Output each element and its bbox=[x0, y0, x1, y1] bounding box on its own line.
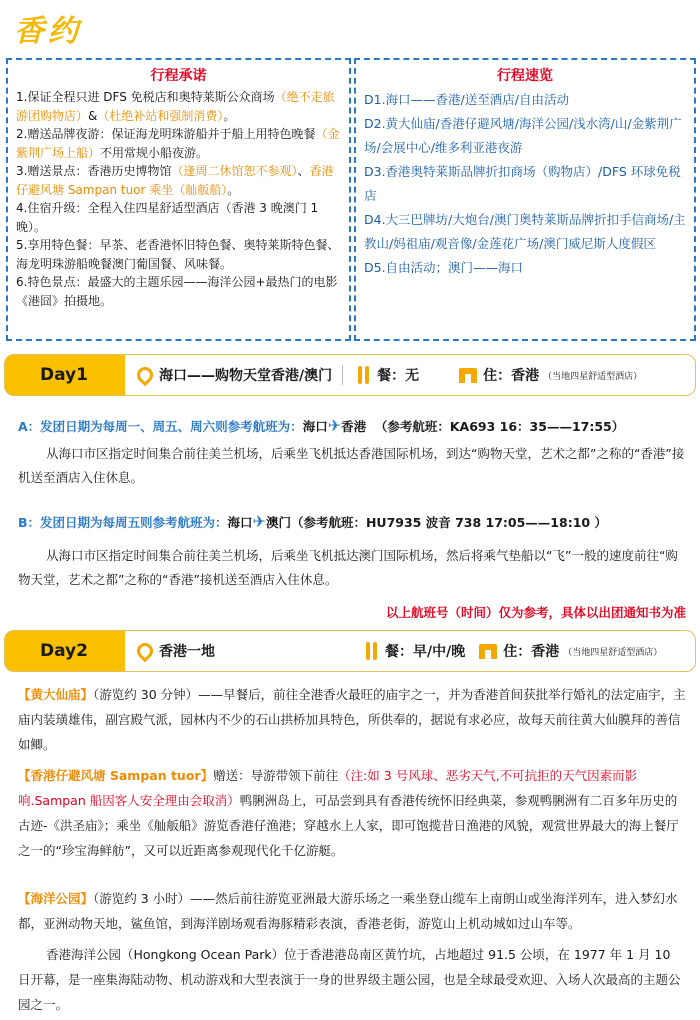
overview-title: 行程速览 bbox=[497, 68, 553, 84]
day2-stay-note: （当地四星舒适型酒店） bbox=[563, 647, 663, 658]
attraction-tag: 【海洋公园】 bbox=[18, 891, 94, 906]
fork-knife-icon bbox=[365, 642, 379, 660]
day2-meal-text: 餐：早/中/晚 bbox=[385, 644, 466, 660]
flight-to: 香港 bbox=[341, 419, 367, 434]
divider bbox=[342, 365, 343, 385]
overview-day: D1.海口——香港/送至酒店/自由活动 bbox=[364, 92, 569, 107]
overview-day: D3.香港奥特莱斯品牌折扣商场（购物店）/DFS 环球免税店 bbox=[364, 164, 681, 203]
attraction-desc: （游览约 30 分钟）——早餐后，前往全港香火最旺的庙宇之一，并为香港首间获批举行婚礼的法定庙宇，主庙内装璜雄伟，副宫殿气派，园林内不少的石山拱桥加具特色，所供奉的，据说有求必应，故每天前往黄大仙膜拜的善信如鲫。 bbox=[18, 687, 686, 752]
promise-item bbox=[16, 273, 341, 310]
day2-route bbox=[137, 641, 215, 661]
day1-meal-text: 餐：无 bbox=[377, 368, 420, 384]
plane-icon: ✈ bbox=[252, 512, 266, 531]
flight-info: （参考航班：HU7935 波音 738 17:05——18:10 ） bbox=[290, 515, 607, 530]
flight-from: 海口 bbox=[227, 515, 253, 530]
promise-text: 6.特色景点：最盛大的主题乐园——海洋公园+最热门的电影《港囧》拍摄地。 bbox=[16, 275, 338, 308]
promise-list bbox=[16, 88, 341, 310]
hotel-icon bbox=[459, 368, 477, 383]
option-a-label: A：发团日期为每周一、周五、周六则参考航班为： bbox=[18, 419, 303, 434]
promise-text: 3.赠送景点：香港历史博物馆 bbox=[16, 164, 172, 178]
page-title: 香约 bbox=[14, 14, 82, 49]
promise-text: 、 bbox=[297, 164, 310, 178]
day1-option-a bbox=[18, 416, 624, 435]
promise-text: 1.保证全程只进 DFS 免税店和奥特莱斯公众商场 bbox=[16, 90, 275, 104]
day1-option-b-desc: 从海口市区指定时间集合前往美兰机场，后乘坐飞机抵达澳门国际机场，然后将乘气垫船以“飞”一般的速度前往“购物天堂，艺术之都”之称的“香港”接机送至酒店入住休息。 bbox=[18, 548, 678, 587]
attraction-desc: 赠送：导游带领下前往 bbox=[213, 768, 339, 783]
promise-note: （绝不走旅游团购物店） bbox=[16, 90, 335, 123]
promise-item bbox=[16, 199, 341, 236]
promise-note: （金紫荆广场上船） bbox=[16, 127, 340, 160]
promise-text: 2.赠送品牌夜游：保证海龙明珠游船并于船上用特色晚餐 bbox=[16, 127, 316, 141]
day2-label: Day2 bbox=[40, 641, 88, 661]
promise-note: （杜绝补站和强制消费） bbox=[97, 108, 224, 123]
promise-text: 4.住宿升级：全程入住四星舒适型酒店（香港 3 晚澳门 1 晚）。 bbox=[16, 201, 319, 234]
promise-item bbox=[16, 125, 341, 162]
attraction-desc: （游览约 3 小时）——然后前往游览亚洲最大游乐场之一乘坐登山缆车上南朗山或坐海洋列车，进入梦幻水都，亚洲动物天地，鲨鱼馆，到海洋剧场观看海豚精彩表演，香港老街，游览山上机动城如过山车等。 bbox=[18, 891, 678, 931]
day1-stay bbox=[459, 365, 642, 385]
location-pin-icon bbox=[134, 640, 157, 663]
attraction-tag: 【黄大仙庙】 bbox=[18, 687, 94, 702]
promise-text: 。 bbox=[223, 108, 236, 123]
day2-route-text: 香港一地 bbox=[159, 644, 215, 660]
flight-info: （参考航班：KA693 16：35——17:55） bbox=[374, 419, 625, 434]
option-b-label: B：发团日期为每周五则参考航班为： bbox=[18, 515, 228, 530]
day1-option-b bbox=[18, 512, 607, 531]
flight-notice: 以上航班号（时间）仅为参考，具体以出团通知书为准 bbox=[385, 605, 686, 620]
day1-route bbox=[137, 365, 332, 385]
day2-band bbox=[4, 630, 696, 672]
day1-stay-note: （当地四星舒适型酒店） bbox=[543, 371, 643, 382]
attraction-tag: 【香港仔避风塘 Sampan tuor】 bbox=[18, 768, 214, 783]
day1-route-text: 海口——购物天堂香港/澳门 bbox=[159, 368, 333, 384]
day2-paragraph: 香港海洋公园（Hongkong Ocean Park）位于香港港岛南区黄竹坑，占地超过 91.5 公顷，在 1977 年 1 月 10 日开幕，是一座集海陆动物、机动游戏和大型表演于一身的世界级主题公园，也是全球最受欢迎、入场人次最高的主题公园之一。 bbox=[18, 947, 681, 1012]
plane-icon: ✈ bbox=[327, 416, 342, 435]
day1-stay-text: 住：香港 bbox=[483, 368, 540, 384]
promise-text: & bbox=[88, 108, 98, 123]
day1-label: Day1 bbox=[40, 365, 88, 385]
day2-stay bbox=[479, 641, 662, 661]
attraction-desc: 鸭脷洲岛上，可品尝到具有香港传统怀旧经典菜，参观鸭脷洲有二百多年历史的古迹-《洪圣庙》；乘坐《舢舨船》游览香港仔渔港；穿越水上人家，即可饱揽昔日渔港的风貌，观赏世界最大的海上餐厅之一的“珍宝海鲜舫”，又可以近距离参观现代化千亿游艇。 bbox=[18, 793, 679, 858]
attraction-warning: （注:如 3 号风球、恶劣天气,不可抗拒的天气因素而影响.Sampan 船因客人安全理由会取消） bbox=[18, 768, 638, 808]
overview-day: D4.大三巴牌坊/大炮台/澳门奥特莱斯品牌折扣手信商场/主教山/妈祖庙/观音像/金莲花广场/澳门威尼斯人度假区 bbox=[364, 212, 686, 251]
day2-meal bbox=[365, 641, 465, 661]
promise-item bbox=[16, 236, 341, 273]
day2-paragraph bbox=[18, 763, 686, 863]
day1-band bbox=[4, 354, 696, 396]
overview-day: D2.黄大仙庙/香港仔避风塘/海洋公园/浅水湾/山/金紫荆广场/会展中心/维多利亚港夜游 bbox=[364, 116, 682, 155]
location-pin-icon bbox=[134, 364, 157, 387]
hotel-icon bbox=[479, 644, 497, 659]
promise-text: 5.享用特色餐：早茶、老香港怀旧特色餐、奥特莱斯特色餐、海龙明珠游船晚餐澳门葡国餐、风味餐。 bbox=[16, 238, 340, 271]
overview-box bbox=[354, 58, 696, 341]
promise-item bbox=[16, 162, 341, 199]
day1-option-a-desc: 从海口市区指定时间集合前往美兰机场，后乘坐飞机抵达香港国际机场，到达“购物天堂，艺术之都”之称的“香港”接机送至酒店入住休息。 bbox=[18, 446, 685, 485]
day2-paragraph bbox=[18, 682, 686, 757]
fork-knife-icon bbox=[357, 366, 371, 384]
promise-text: 。 bbox=[227, 182, 240, 197]
promise-note: 香港仔避风塘 Sampan tuor 乘坐（舢舨船） bbox=[16, 164, 334, 197]
day2-stay-text: 住：香港 bbox=[503, 644, 560, 660]
promise-box bbox=[6, 58, 351, 341]
day2-paragraph bbox=[18, 886, 686, 936]
flight-to: 澳门 bbox=[265, 515, 291, 530]
flight-from: 海口 bbox=[302, 419, 328, 434]
promise-item bbox=[16, 88, 341, 125]
overview-day: D5.自由活动；澳门——海口 bbox=[364, 260, 524, 275]
promise-title: 行程承诺 bbox=[150, 68, 207, 84]
promise-text: 不用常规小船夜游。 bbox=[100, 145, 209, 160]
day1-meal bbox=[357, 365, 419, 385]
promise-note: （逢周二休馆恕不参观） bbox=[171, 164, 298, 178]
